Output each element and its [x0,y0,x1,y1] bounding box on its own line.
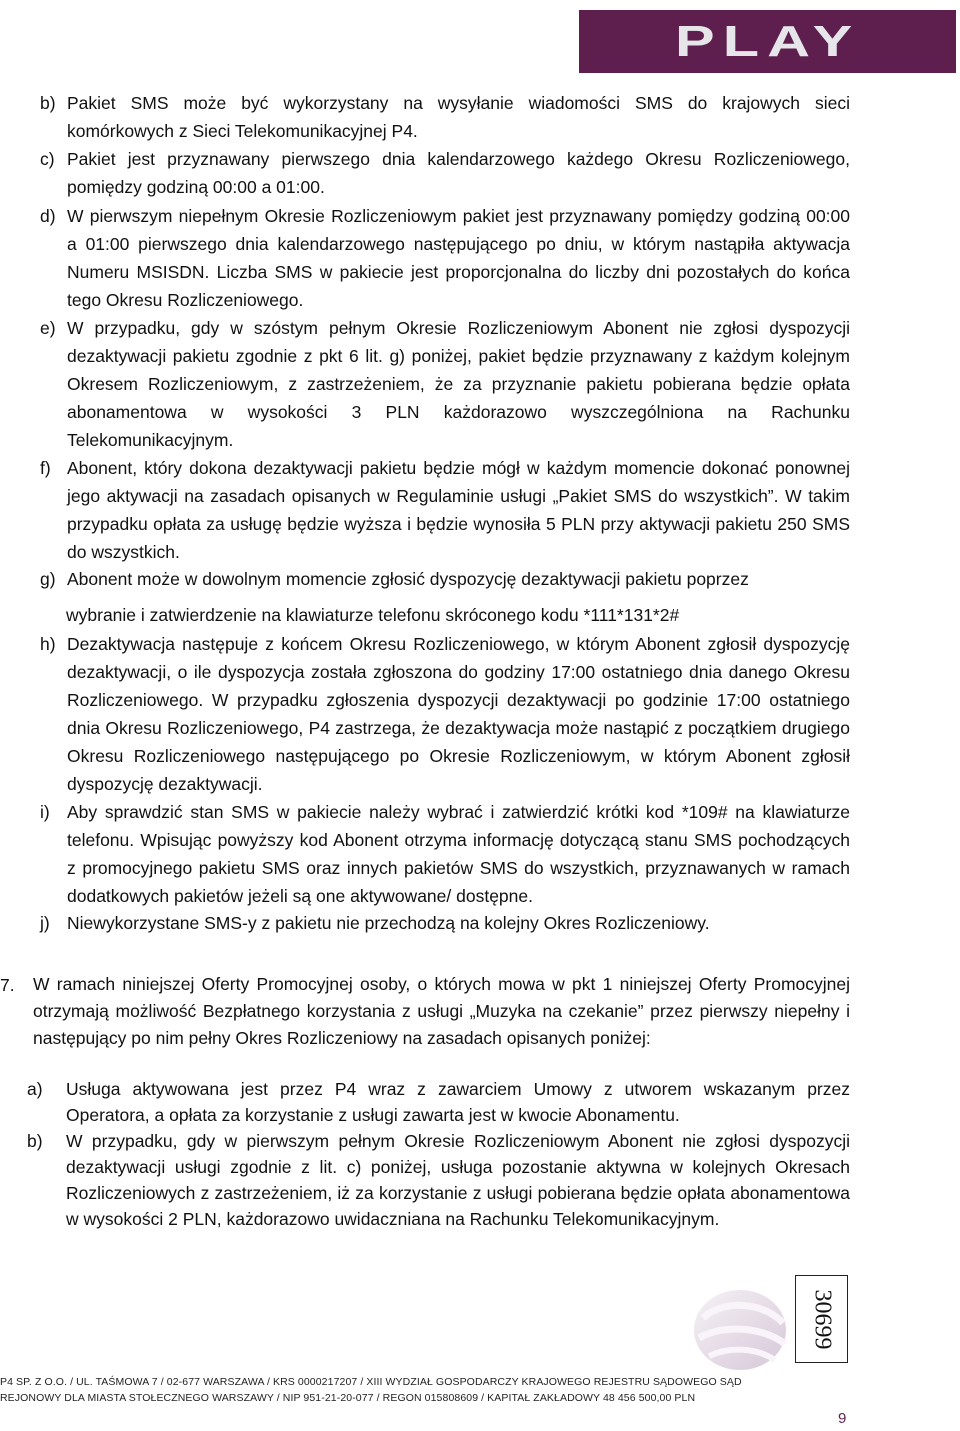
list-item-e [40,314,850,454]
page-number: 9 [838,1410,847,1427]
list-item-h [40,630,850,798]
list-marker: h) [40,634,56,654]
list-marker: b) [27,1131,43,1151]
list-item-f [40,454,850,566]
list-item-i [40,798,850,910]
sub-item-a [27,1076,850,1128]
footer-line-1: P4 SP. Z O.O. / UL. TAŚMOWA 7 / 02-677 WARSZAWA / KRS 0000217207 / XIII WYDZIAŁ GOSPODARCZY KRAJOWEGO REJESTRU SĄDOWEGO SĄD [0,1376,742,1388]
sub-item-b [27,1128,850,1232]
list-marker: j) [40,913,50,933]
list-item-g [40,565,850,593]
section-7 [0,971,850,1052]
stamp-number: 30699 [809,1289,835,1349]
list-item-j [40,909,850,937]
list-text: W przypadku, gdy w szóstym pełnym Okresie Rozliczeniowym Abonent nie zgłosi dyspozycji dezaktywacji pakietu zgodnie z pkt 6 lit. g) poniżej, pakiet będzie przyznawany z każdym kolejnym Okresem Rozliczeniowym, z zastrzeżeniem, że za przyznanie pakietu pobierana będzie opłata abonamentowa w wysokości 3 PLN każdorazowo wyszczególniona na Rachunku Telekomunikacyjnym. [67,318,850,450]
logo-text: PLAY [674,16,861,66]
list-text: W pierwszym niepełnym Okresie Rozliczeniowym pakiet jest przyznawany pomiędzy godziną 00:00 a 01:00 pierwszego dnia kalendarzowego następującego po dniu, w którym nastąpiła aktywacja Numeru MSISDN. Liczba SMS w pakiecie jest proporcjonalna do liczby dni pozostałych do końca tego Okresu Rozliczeniowego. [67,206,850,310]
list-text: Dezaktywacja następuje z końcem Okresu Rozliczeniowego, w którym Abonent zgłosił dyspozycję dezaktywacji, o ile dyspozycja została zgłoszona do godziny 17:00 ostatniego dnia danego Okresu Rozliczeniowego. W przypadku zgłoszenia dyspozycji dezaktywacji po godzinie 17:00 ostatniego dnia Okresu Rozliczeniowego, P4 zastrzega, że dezaktywacja może nastąpić z początkiem drugiego Okresu Rozliczeniowego następującego po Okresie Rozliczeniowym, w którym Abonent zgłosił dyspozycję dezaktywacji. [67,634,850,794]
list-text: Abonent, który dokona dezaktywacji pakietu będzie mógł w każdym momencie dokonać ponownej jego aktywacji na zasadach opisanych w Regulaminie usługi „Pakiet SMS do wszystkich”. W takim przypadku opłata za usługę będzie wyższa i będzie wynosiła 5 PLN przy aktywacji pakietu 250 SMS do wszystkich. [67,458,850,562]
list-marker: f) [40,458,51,478]
list-text: Usługa aktywowana jest przez P4 wraz z zawarciem Umowy z utworem wskazanym przez Operatora, a opłata za korzystanie z usługi zawarta jest w kwocie Abonamentu. [66,1079,850,1125]
list-marker: e) [40,318,56,338]
list-marker: i) [40,802,50,822]
list-text: Pakiet jest przyznawany pierwszego dnia kalendarzowego każdego Okresu Rozliczeniowego, pomiędzy godziną 00:00 a 01:00. [67,149,850,197]
section-text: W ramach niniejszej Oferty Promocyjnej osoby, o których mowa w pkt 1 niniejszej Oferty Promocyjnej otrzymają możliwość Bezpłatnego korzystania z usługi „Muzyka na czekanie” przez pierwszy niepełny i następujący po nim pełny Okres Rozliczeniowy na zasadach opisanych poniżej: [33,974,850,1048]
footer-line-2: REJONOWY DLA MIASTA STOŁECZNEGO WARSZAWY / NIP 951-21-20-077 / REGON 015808609 / KAPITAŁ ZAKŁADOWY 48 456 500,00 PLN [0,1392,696,1404]
list-text: W przypadku, gdy w pierwszym pełnym Okresie Rozliczeniowym Abonent nie zgłosi dyspozycji dezaktywacji usługi zgodnie z lit. c) poniżej, usługa pozostanie aktywna w kolejnych Okresach Rozliczeniowych z zastrzeżeniem, iż za korzystanie z usługi pobierana będzie opłata abonamentowa w wysokości 2 PLN, każdorazowo uwidaczniana na Rachunku Telekomunikacyjnym. [66,1131,850,1229]
section-number: 7. [0,975,15,995]
list-marker: g) [40,569,56,589]
list-text: Abonent może w dowolnym momencie zgłosić dyspozycję dezaktywacji pakietu poprzez [67,569,749,589]
list-item-d [40,202,850,314]
list-marker: c) [40,149,55,169]
list-item-c [40,145,850,201]
list-text: Pakiet SMS może być wykorzystany na wysyłanie wiadomości SMS do krajowych sieci komórkowych z Sieci Telekomunikacyjnej P4. [67,93,850,141]
list-marker: d) [40,206,56,226]
play-logo [579,10,956,73]
list-text: Aby sprawdzić stan SMS w pakiecie należy wybrać i zatwierdzić krótki kod *109# na klawiaturze telefonu. Wpisując powyższy kod Abonent otrzyma informację dotyczącą stanu SMS pochodzących z promocyjnego pakietu SMS oraz innych pakietów SMS do wszystkich, przyznawanych w ramach dodatkowych pakietów jeżeli są one aktywowane/ dostępne. [67,802,850,906]
list-text-continuation: wybranie i zatwierdzenie na klawiaturze telefonu skróconego kodu *111*131*2# [66,605,680,625]
play-swirl-graphic [685,1278,795,1378]
list-marker: a) [27,1079,43,1099]
list-item-b [40,89,850,145]
list-marker: b) [40,93,56,113]
list-text: Niewykorzystane SMS-y z pakietu nie przechodzą na kolejny Okres Rozliczeniowy. [67,913,710,933]
document-stamp [795,1275,848,1363]
